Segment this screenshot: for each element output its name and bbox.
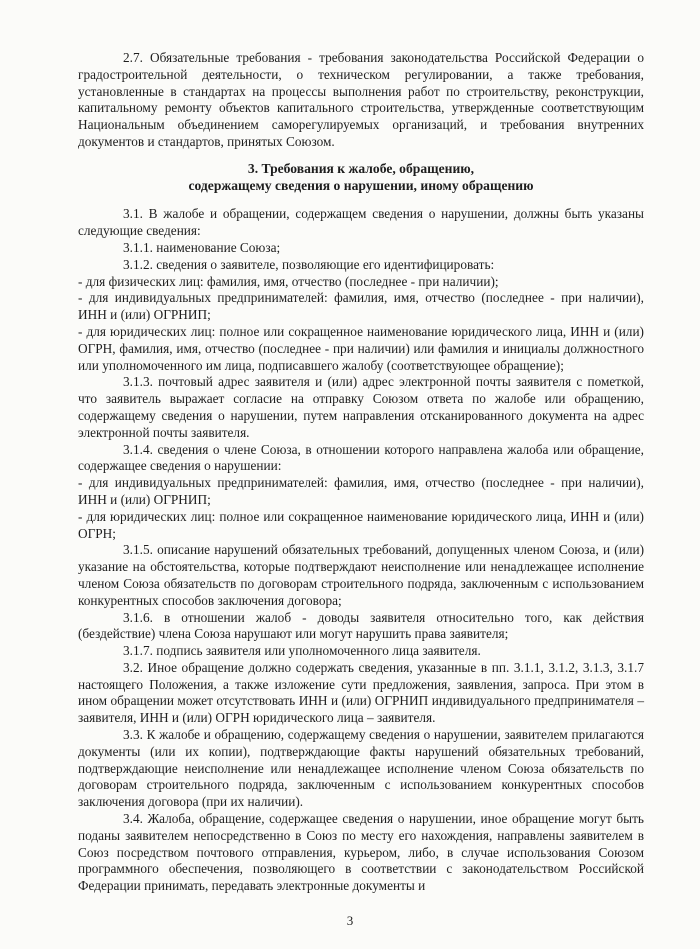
paragraph: 3.1.4. сведения о члене Союза, в отношении которого направлена жалоба или обращение, содержащее сведения о нарушении: (78, 441, 644, 474)
paragraph: 3.4. Жалоба, обращение, содержащее сведения о нарушении, иное обращение могут быть поданы заявителем непосредственно в Союз по месту его нахождения, направлены заявителем в Союз посредством почтового отправления, курьером, либо, в случае использования Союзом программного обеспечения, позволяющего в соответствии с законодательством Российской Федерации принимать, передавать электронные документы и (78, 811, 644, 894)
paragraph: 3.1.2. сведения о заявителе, позволяющие его идентифицировать: (123, 256, 495, 272)
page-number: 3 (346, 913, 354, 928)
paragraph: - для индивидуальных предпринимателей: фамилия, имя, отчество (последнее - при наличии), ИНН и (или) ОГРНИП; (78, 290, 644, 323)
section-3-body (78, 206, 644, 895)
paragraph: 2.7. Обязательные требования - требования законодательства Российской Федерации о градостроительной деятельности, о техническом регулировании, а также требования, установленные в стандартах на процессы выполнения работ по строительству, реконструкции, капитальному ремонту объектов капитального строительства, утвержденные соответствующим Национальным объединением саморегулируемых организаций, и требования внутренних документов и стандартов, принятых Союзом. (78, 50, 644, 149)
paragraph: 3.1.6. в отношении жалоб - доводы заявителя относительно того, как действия (бездействие) члена Союза нарушают или могут нарушить права заявителя; (78, 609, 644, 642)
document-page (78, 50, 644, 895)
paragraph: - для физических лиц: фамилия, имя, отчество (последнее - при наличии); (78, 273, 499, 289)
paragraph: - для юридических лиц: полное или сокращенное наименование юридического лица, ИНН и (или) ОГРН, фамилия, имя, отчество (последнее - при наличии) или фамилия и инициалы должностного или уполномоченного им лица, подписавшего жалобу (соответствующее обращение); (78, 323, 644, 373)
paragraph: 3.1.5. описание нарушений обязательных требований, допущенных членом Союза, и (или) указание на обстоятельства, которые подтверждают неисполнение или ненадлежащее исполнение членом Союза обязательств по договорам строительного подряда, заключенным с использованием конкурентных способов заключения договора; (78, 542, 644, 608)
paragraph: 3.1. В жалобе и обращении, содержащем сведения о нарушении, должны быть указаны следующие сведения: (78, 206, 644, 239)
heading-line-2: содержащему сведения о нарушении, иному обращению (188, 177, 534, 193)
paragraph: 3.1.7. подпись заявителя или уполномоченного лица заявителя. (123, 643, 481, 659)
paragraph: 3.1.3. почтовый адрес заявителя и (или) адрес электронной почты заявителя с пометкой, что заявитель выражает согласие на отправку Союзом ответа по жалобе или обращению, содержащему сведения о нарушении, путем направления отсканированного документа на адрес электронной почты заявителя. (78, 374, 644, 440)
paragraph: 3.2. Иное обращение должно содержать сведения, указанные в пп. 3.1.1, 3.1.2, 3.1.3, 3.1.7 настоящего Положения, а также изложение сути предложения, заявления, запроса. При этом в ином обращении может отсутствовать ИНН и (или) ОГРНИП индивидуального предпринимателя – заявителя, ИНН и (или) ОГРН юридического лица – заявителя. (78, 659, 644, 726)
paragraph: - для индивидуальных предпринимателей: фамилия, имя, отчество (последнее - при наличии), ИНН и (или) ОГРНИП; (78, 475, 644, 507)
heading-line-1: 3. Требования к жалобе, обращению, (247, 160, 475, 176)
section-3-heading (78, 161, 644, 195)
paragraph: 3.1.1. наименование Союза; (123, 239, 281, 255)
section-2-end (78, 50, 644, 151)
paragraph: - для юридических лиц: полное или сокращенное наименование юридического лица, ИНН и (или) ОГРН; (78, 508, 644, 541)
paragraph: 3.3. К жалобе и обращению, содержащему сведения о нарушении, заявителем прилагаются документы (или их копии), подтверждающие факты нарушений обязательных требований, подтверждающие неисполнение или ненадлежащее исполнение членом Союза обязательств по договорам строительного подряда, заключенным с использованием конкурентных способов заключения договора (при их наличии). (78, 727, 644, 810)
